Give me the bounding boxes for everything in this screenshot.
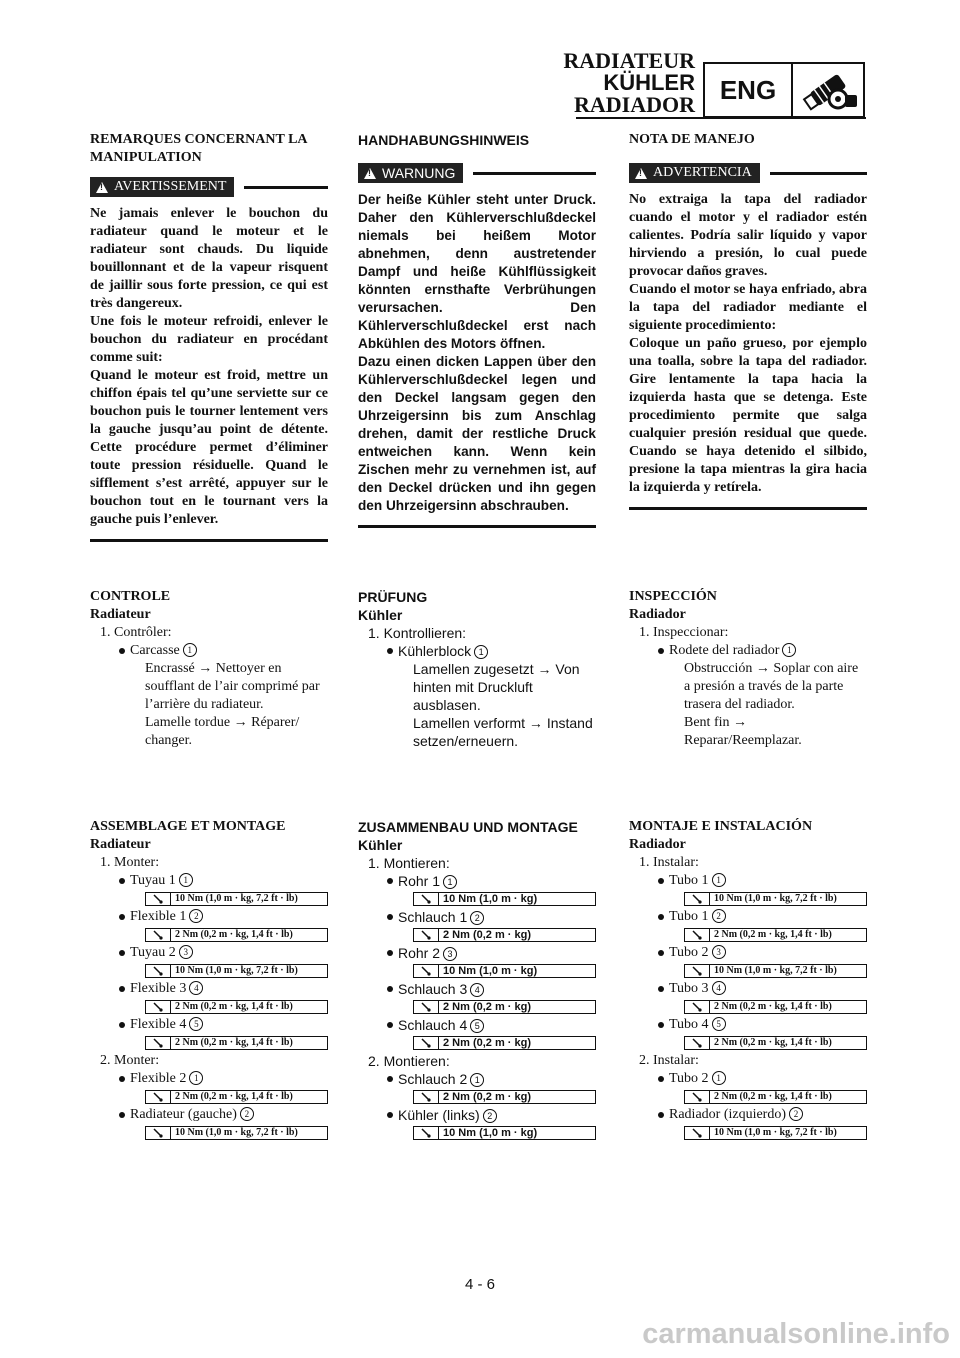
callout-number: 2	[483, 1109, 497, 1123]
section-subheading: Radiador	[629, 837, 686, 852]
torque-spec	[145, 1000, 328, 1014]
torque-spec	[145, 964, 328, 978]
item-label: Flexible 1	[130, 909, 187, 924]
page-number: 4 - 6	[464, 1276, 495, 1293]
handling-fr	[90, 131, 328, 542]
callout-number: 5	[189, 1017, 203, 1031]
list-item	[358, 642, 596, 660]
step-label: 1. Contrôler:	[100, 625, 172, 640]
title-es: RADIADOR	[574, 92, 695, 117]
item-label: Tuyau 2	[130, 945, 176, 960]
warning-icon: !	[364, 168, 376, 179]
warning-badge	[90, 177, 234, 197]
list-item	[629, 1070, 867, 1088]
warning-text	[629, 191, 867, 497]
torque-spec	[145, 1126, 328, 1140]
callout-number: 1	[712, 1071, 726, 1085]
title-fr: RADIATEUR	[563, 48, 695, 73]
handling-de	[358, 131, 596, 528]
handling-heading: REMARQUES CONCERNANT LA MANIPULATION	[90, 132, 307, 165]
warning-icon: !	[635, 168, 647, 179]
engine-icon	[793, 64, 863, 116]
torque-value: 2 Nm (0,2 m · kg, 1,4 ft · lb)	[714, 1091, 832, 1102]
handling-es	[629, 131, 867, 510]
list-item	[90, 1016, 328, 1034]
list-item	[358, 1016, 596, 1034]
callout-number: 1	[179, 873, 193, 887]
item-label: Rohr 1	[398, 873, 441, 889]
torque-value: 10 Nm (1,0 m · kg, 7,2 ft · lb)	[175, 893, 298, 904]
list-item	[629, 980, 867, 998]
item-label: Tuyau 1	[130, 873, 176, 888]
torque-spec	[413, 1090, 596, 1104]
warning-paragraph: Ne jamais enlever le bouchon du radiateur quand le moteur et le radiateur sont chauds. Du liquide bouillonnant et de la vapeur risquent de jaillir sous forte pression, ce qui est très dangereux.	[90, 206, 328, 311]
item-label: Radiador (izquierdo)	[669, 1107, 787, 1122]
torque-value: 2 Nm (0,2 m · kg, 1,4 ft · lb)	[175, 1091, 293, 1102]
handling-heading: NOTA DE MANEJO	[629, 132, 755, 147]
warning-end-rule	[358, 525, 596, 528]
item-label: Flexible 3	[130, 981, 187, 996]
item-detail: Obstrucción → Soplar con aire a presión a través de la parte trasera del radiador.	[684, 661, 859, 712]
torque-wrench-icon	[146, 965, 171, 977]
callout-number: 4	[470, 983, 484, 997]
warning-paragraph: Une fois le moteur refroidi, enlever le bouchon du radiateur en procédant comme suit:	[90, 314, 328, 365]
warning-text	[358, 191, 596, 515]
torque-wrench-icon	[146, 1091, 171, 1103]
torque-spec	[413, 1036, 596, 1050]
torque-wrench-icon	[685, 929, 710, 941]
callout-number: 2	[189, 909, 203, 923]
torque-value: 10 Nm (1,0 m · kg, 7,2 ft · lb)	[175, 1127, 298, 1138]
item-label: Kühler (links)	[398, 1107, 480, 1123]
warning-paragraph: Coloque un paño grueso, por ejemplo una toalla, sobre la tapa del radiador. Gire lentamente la tapa hacia la izquierda hasta que se detenga. Este procedimiento permite que salga cualquier presión residual que quede. Cuando se haya detenido el silbido, presione la tapa mientras la gira hacia la izquierda y retírela.	[629, 336, 867, 495]
torque-spec	[684, 1126, 867, 1140]
item-label: Tubo 1	[669, 909, 709, 924]
section-heading: INSPECCIÓN	[629, 589, 717, 604]
torque-spec	[684, 1036, 867, 1050]
torque-value: 2 Nm (0,2 m · kg)	[443, 929, 532, 941]
step-label: 2. Monter:	[100, 1053, 160, 1068]
list-item	[629, 1106, 867, 1124]
torque-value: 2 Nm (0,2 m · kg, 1,4 ft · lb)	[175, 1037, 293, 1048]
torque-value: 10 Nm (1,0 m · kg)	[443, 893, 538, 905]
warning-banner	[629, 163, 867, 183]
warning-text	[90, 205, 328, 529]
callout-number: 1	[712, 873, 726, 887]
item-label: Flexible 4	[130, 1017, 187, 1032]
section-heading: MONTAJE E INSTALACIÓN	[629, 819, 813, 834]
section-subheading: Radiateur	[90, 607, 151, 622]
torque-value: 2 Nm (0,2 m · kg, 1,4 ft · lb)	[175, 1001, 293, 1012]
item-detail: Bent fin → Reparar/Reemplazar.	[684, 715, 802, 748]
torque-value: 2 Nm (0,2 m · kg)	[443, 1091, 532, 1103]
torque-spec	[145, 1036, 328, 1050]
item-label: Schlauch 1	[398, 909, 468, 925]
torque-value: 10 Nm (1,0 m · kg, 7,2 ft · lb)	[714, 893, 837, 904]
section-subheading: Radiador	[629, 607, 686, 622]
torque-wrench-icon	[146, 1001, 171, 1013]
callout-number: 1	[474, 645, 488, 659]
torque-spec	[145, 892, 328, 906]
item-label: Tubo 2	[669, 1071, 709, 1086]
torque-wrench-icon	[685, 1001, 710, 1013]
assembly-de	[358, 818, 596, 1142]
list-item	[90, 1070, 328, 1088]
torque-wrench-icon	[685, 1091, 710, 1103]
callout-number: 5	[470, 1019, 484, 1033]
torque-spec	[413, 1000, 596, 1014]
callout-number: 1	[782, 643, 796, 657]
torque-wrench-icon	[414, 893, 439, 905]
torque-spec	[684, 928, 867, 942]
assembly-fr	[90, 818, 328, 1142]
inspection-de	[358, 588, 596, 750]
warning-rule	[770, 172, 867, 175]
list-item	[629, 944, 867, 962]
torque-spec	[413, 964, 596, 978]
torque-wrench-icon	[414, 1091, 439, 1103]
step-label: 2. Instalar:	[639, 1053, 699, 1068]
callout-number: 1	[183, 643, 197, 657]
callout-number: 2	[470, 911, 484, 925]
torque-spec	[413, 1126, 596, 1140]
step-label: 1. Inspeccionar:	[639, 625, 729, 640]
torque-wrench-icon	[146, 1127, 171, 1139]
torque-spec	[145, 928, 328, 942]
warning-label: WARNUNG	[382, 165, 456, 181]
handling-heading: HANDHABUNGSHINWEIS	[358, 132, 530, 148]
torque-value: 10 Nm (1,0 m · kg)	[443, 965, 538, 977]
warning-paragraph: Cuando el motor se haya enfriado, abra la tapa del radiador mediante el siguiente procedimiento:	[629, 282, 867, 333]
section-tab	[703, 62, 865, 118]
warning-paragraph: Der heiße Kühler steht unter Druck. Daher den Kühlerverschlußdeckel niemals bei heißem Motor abnehmen, denn austretender Dampf und heiße Kühlflüssigkeit könnten ernsthafte Verbrühungen verursachen. Den Kühlerverschlußdeckel erst nach Abkühlen des Motors öffnen.	[358, 192, 596, 351]
warning-paragraph: Quand le moteur est froid, mettre un chiffon épais tel qu’une serviette sur ce bouchon puis le tourner lentement vers la gauche jusqu’au point de détente. Cette procédure permet d’éliminer toute pression résiduelle. Quand le sifflement s’est arrêté, appuyer sur le bouchon tout en le tournant vers la gauche puis l’enlever.	[90, 368, 328, 527]
warning-rule	[244, 186, 328, 189]
torque-value: 10 Nm (1,0 m · kg)	[443, 1127, 538, 1139]
item-label: Schlauch 2	[398, 1071, 468, 1087]
item-detail: Lamellen verformt → Instand setzen/erneuern.	[413, 715, 593, 749]
item-label: Tubo 3	[669, 981, 709, 996]
warning-paragraph: Dazu einen dicken Lappen über den Kühlerverschlußdeckel legen und den Deckel langsam gegen den Uhrzeigersinn bis zum Anschlag drehen, damit der restliche Druck entweichen kann. Wenn kein Zischen mehr zu vernehmen ist, auf den Deckel drücken und ihn gegen den Uhrzeigersinn abschrauben.	[358, 354, 596, 513]
item-label: Carcasse	[130, 643, 180, 658]
list-item	[358, 980, 596, 998]
list-item	[90, 980, 328, 998]
callout-number: 4	[712, 981, 726, 995]
item-label: Rohr 2	[398, 945, 441, 961]
callout-number: 1	[443, 875, 457, 889]
title-de: KÜHLER	[603, 70, 695, 95]
list-item	[358, 944, 596, 962]
step-label: 1. Montieren:	[368, 855, 450, 871]
item-label: Kühlerblock	[398, 643, 472, 659]
assembly-es	[629, 818, 867, 1142]
item-label: Tubo 2	[669, 945, 709, 960]
torque-spec	[684, 964, 867, 978]
torque-value: 2 Nm (0,2 m · kg, 1,4 ft · lb)	[714, 929, 832, 940]
torque-value: 2 Nm (0,2 m · kg, 1,4 ft · lb)	[714, 1001, 832, 1012]
torque-spec	[413, 928, 596, 942]
step-label: 2. Montieren:	[368, 1053, 450, 1069]
torque-spec	[684, 892, 867, 906]
section-heading: ASSEMBLAGE ET MONTAGE	[90, 819, 286, 834]
section-subheading: Kühler	[358, 607, 403, 623]
warning-banner	[90, 177, 328, 197]
warning-rule	[473, 172, 596, 175]
item-label: Rodete del radiador	[669, 643, 780, 658]
section-heading: PRÜFUNG	[358, 589, 428, 605]
torque-spec	[413, 892, 596, 906]
torque-value: 2 Nm (0,2 m · kg, 1,4 ft · lb)	[175, 929, 293, 940]
section-subheading: Radiateur	[90, 837, 151, 852]
warning-label: ADVERTENCIA	[653, 165, 752, 180]
torque-wrench-icon	[146, 893, 171, 905]
torque-wrench-icon	[146, 929, 171, 941]
item-label: Flexible 2	[130, 1071, 187, 1086]
torque-value: 2 Nm (0,2 m · kg, 1,4 ft · lb)	[714, 1037, 832, 1048]
warning-paragraph: No extraiga la tapa del radiador cuando el motor y el radiador estén calientes. Podría salir líquido y vapor hirviendo a presión, lo cual puede provocar daños graves.	[629, 192, 867, 279]
callout-number: 1	[470, 1073, 484, 1087]
torque-value: 10 Nm (1,0 m · kg, 7,2 ft · lb)	[714, 965, 837, 976]
step-label: 1. Instalar:	[639, 855, 699, 870]
callout-number: 1	[189, 1071, 203, 1085]
torque-value: 10 Nm (1,0 m · kg, 7,2 ft · lb)	[714, 1127, 837, 1138]
callout-number: 4	[189, 981, 203, 995]
item-label: Tubo 1	[669, 873, 709, 888]
list-item	[90, 1106, 328, 1124]
item-detail: Lamelle tordue → Réparer/ changer.	[145, 715, 300, 748]
section-subheading: Kühler	[358, 837, 403, 853]
step-label: 1. Kontrollieren:	[368, 625, 467, 641]
torque-wrench-icon	[146, 1037, 171, 1049]
warning-badge	[358, 163, 463, 183]
item-label: Schlauch 4	[398, 1017, 468, 1033]
item-detail: Lamellen zugesetzt → Von hinten mit Druckluft ausblasen.	[413, 661, 580, 713]
callout-number: 2	[712, 909, 726, 923]
list-item	[358, 908, 596, 926]
torque-spec	[684, 1000, 867, 1014]
header-titles	[563, 50, 695, 116]
list-item	[90, 642, 328, 660]
torque-wrench-icon	[414, 929, 439, 941]
section-heading: CONTROLE	[90, 589, 171, 604]
list-item	[90, 944, 328, 962]
torque-wrench-icon	[685, 1127, 710, 1139]
torque-wrench-icon	[685, 1037, 710, 1049]
warning-icon: !	[96, 182, 108, 193]
warning-label: AVERTISSEMENT	[114, 179, 227, 194]
warning-end-rule	[629, 507, 867, 510]
torque-spec	[684, 1090, 867, 1104]
callout-number: 3	[443, 947, 457, 961]
section-code: ENG	[705, 64, 793, 116]
callout-number: 2	[789, 1107, 803, 1121]
watermark: carmanualsonline.info	[642, 1318, 950, 1350]
warning-end-rule	[90, 539, 328, 542]
warning-badge	[629, 163, 760, 183]
torque-spec	[145, 1090, 328, 1104]
list-item	[358, 1070, 596, 1088]
torque-wrench-icon	[414, 1037, 439, 1049]
callout-number: 2	[240, 1107, 254, 1121]
inspection-es	[629, 588, 867, 750]
list-item	[629, 1016, 867, 1034]
section-heading: ZUSAMMENBAU UND MONTAGE	[358, 819, 578, 835]
callout-number: 5	[712, 1017, 726, 1031]
torque-value: 2 Nm (0,2 m · kg)	[443, 1001, 532, 1013]
list-item	[90, 908, 328, 926]
callout-number: 3	[179, 945, 193, 959]
torque-wrench-icon	[414, 1001, 439, 1013]
torque-wrench-icon	[414, 1127, 439, 1139]
list-item	[90, 872, 328, 890]
list-item	[358, 1106, 596, 1124]
torque-wrench-icon	[685, 965, 710, 977]
inspection-fr	[90, 588, 328, 750]
list-item	[629, 908, 867, 926]
list-item	[358, 872, 596, 890]
torque-wrench-icon	[414, 965, 439, 977]
list-item	[629, 872, 867, 890]
torque-value: 2 Nm (0,2 m · kg)	[443, 1037, 532, 1049]
item-detail: Encrassé → Nettoyer en soufflant de l’air comprimé par l’arrière du radiateur.	[145, 661, 320, 712]
torque-value: 10 Nm (1,0 m · kg, 7,2 ft · lb)	[175, 965, 298, 976]
item-label: Schlauch 3	[398, 981, 468, 997]
list-item	[629, 642, 867, 660]
callout-number: 3	[712, 945, 726, 959]
item-label: Radiateur (gauche)	[130, 1107, 237, 1122]
warning-banner	[358, 163, 596, 183]
item-label: Tubo 4	[669, 1017, 709, 1032]
step-label: 1. Monter:	[100, 855, 160, 870]
torque-wrench-icon	[685, 893, 710, 905]
